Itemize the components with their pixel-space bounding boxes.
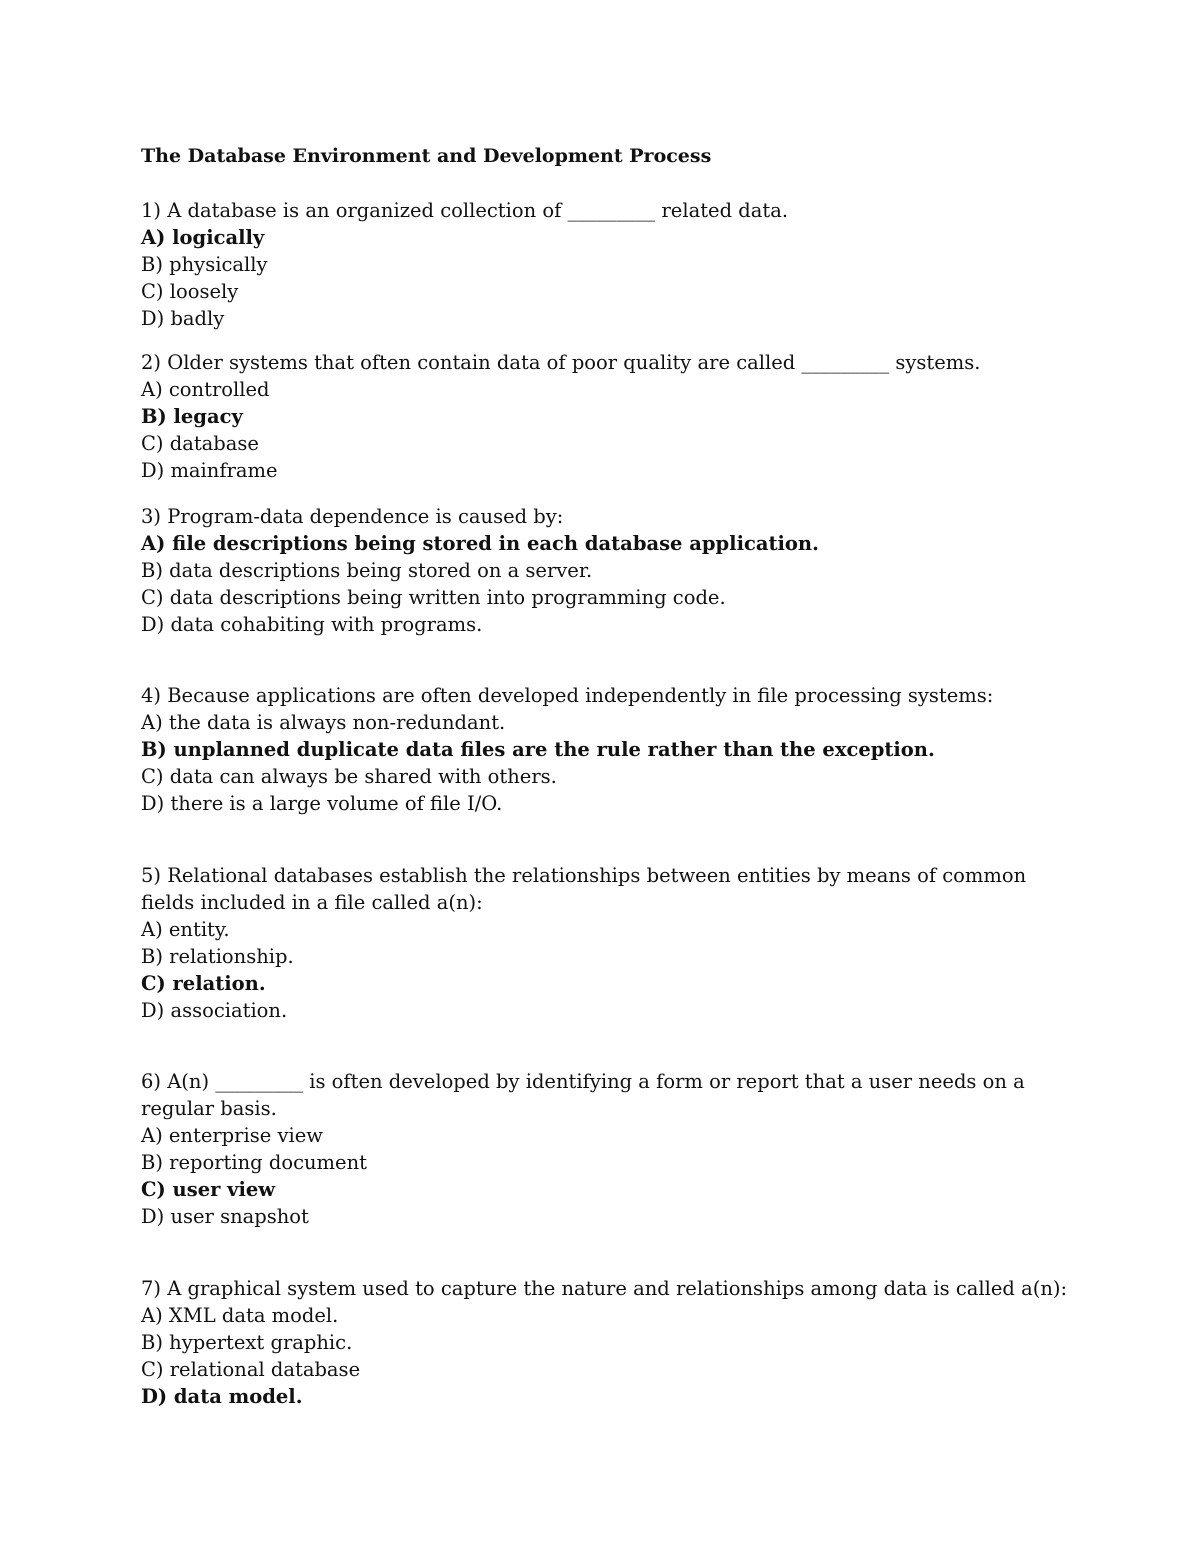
answer-option: B) hypertext graphic.: [141, 1331, 353, 1354]
answer-option-correct: A) file descriptions being stored in each database application.: [141, 532, 819, 555]
question-5: [141, 862, 1081, 1024]
answer-option: C) data can always be shared with others.: [141, 765, 557, 788]
answer-option-correct: D) data model.: [141, 1385, 303, 1408]
answer-option: A) controlled: [141, 378, 270, 401]
question-text: 6) A(n) _________ is often developed by identifying a form or report that a user needs on a regular basis.: [141, 1070, 1025, 1120]
answer-option-correct: C) relation.: [141, 972, 266, 995]
question-text: 4) Because applications are often developed independently in file processing systems:: [141, 684, 994, 707]
answer-option: C) database: [141, 432, 259, 455]
answer-option-correct: B) legacy: [141, 405, 243, 428]
answer-option: B) physically: [141, 253, 268, 276]
quiz-document: [141, 143, 1081, 1408]
answer-option: C) data descriptions being written into programming code.: [141, 586, 726, 609]
answer-option: B) reporting document: [141, 1151, 367, 1174]
question-4: [141, 682, 1081, 817]
question-text: 5) Relational databases establish the relationships between entities by means of common fields included in a file called a(n):: [141, 864, 1027, 914]
question-2: [141, 349, 1081, 484]
question-text: 2) Older systems that often contain data of poor quality are called _________ systems.: [141, 351, 981, 374]
answer-option: D) data cohabiting with programs.: [141, 613, 483, 636]
answer-option-correct: C) user view: [141, 1178, 276, 1201]
question-text: 7) A graphical system used to capture the nature and relationships among data is called a(n):: [141, 1277, 1068, 1300]
answer-option: D) association.: [141, 999, 288, 1022]
question-7: [141, 1275, 1081, 1410]
question-3: [141, 503, 1081, 638]
answer-option: D) mainframe: [141, 459, 278, 482]
answer-option: D) there is a large volume of file I/O.: [141, 792, 503, 815]
answer-option: D) badly: [141, 307, 225, 330]
answer-option: B) data descriptions being stored on a server.: [141, 559, 593, 582]
answer-option: A) XML data model.: [141, 1304, 339, 1327]
question-6: [141, 1068, 1081, 1230]
answer-option: A) enterprise view: [141, 1124, 323, 1147]
question-1: [141, 197, 1081, 332]
answer-option: C) relational database: [141, 1358, 361, 1381]
question-text: 1) A database is an organized collection of _________ related data.: [141, 199, 789, 222]
answer-option: A) entity.: [141, 918, 230, 941]
answer-option-correct: A) logically: [141, 226, 265, 249]
answer-option: B) relationship.: [141, 945, 294, 968]
answer-option-correct: B) unplanned duplicate data files are the rule rather than the exception.: [141, 738, 935, 761]
question-text: 3) Program-data dependence is caused by:: [141, 505, 564, 528]
answer-option: D) user snapshot: [141, 1205, 309, 1228]
answer-option: A) the data is always non-redundant.: [141, 711, 506, 734]
answer-option: C) loosely: [141, 280, 239, 303]
document-title: The Database Environment and Development Process: [141, 145, 712, 167]
